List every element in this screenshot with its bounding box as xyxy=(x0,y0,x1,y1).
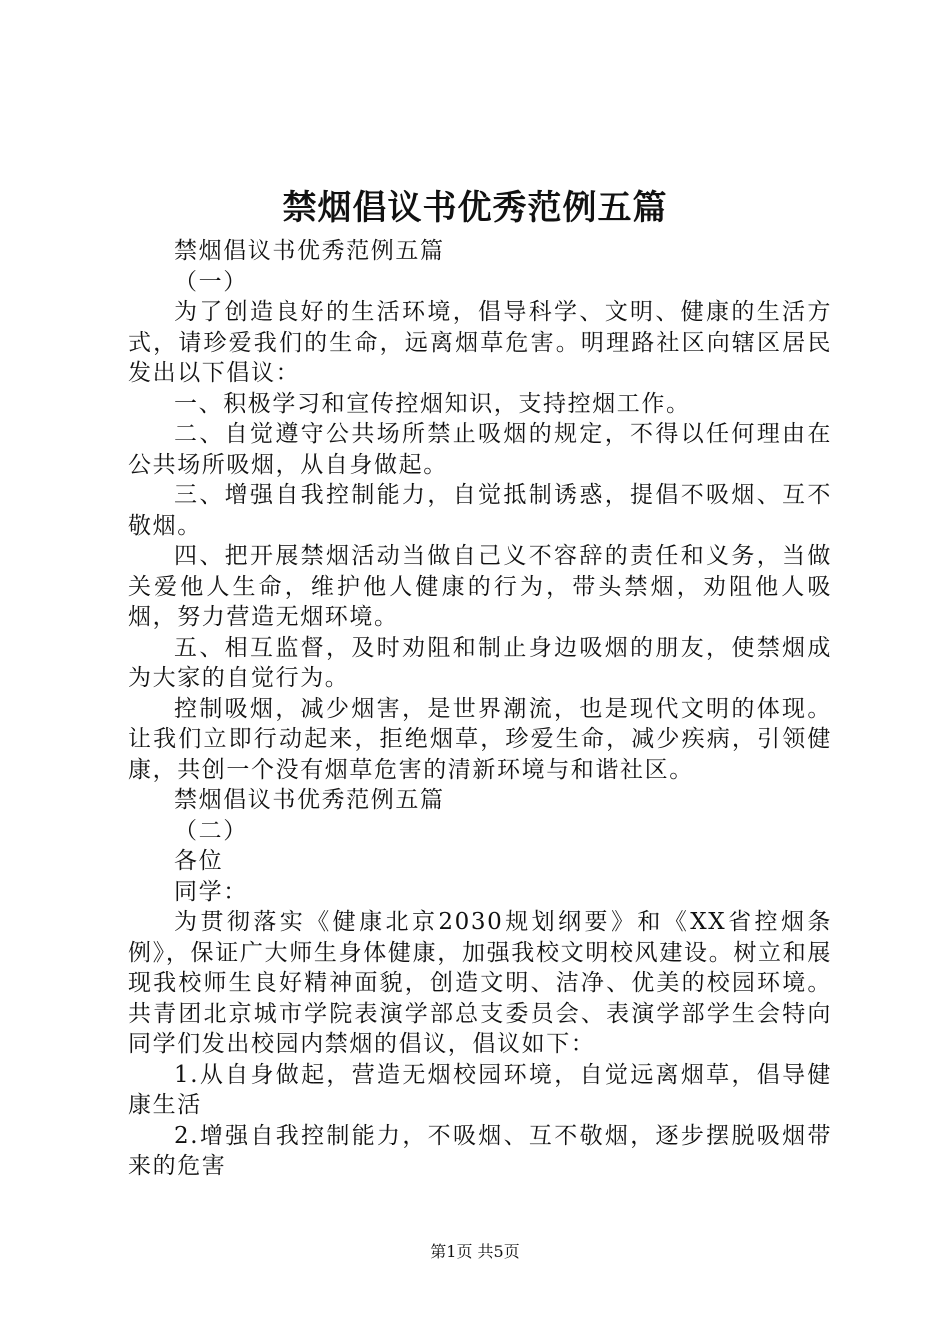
paragraph-item-2: 二、自觉遵守公共场所禁止吸烟的规定，不得以任何理由在公共场所吸烟，从自身做起。 xyxy=(128,421,832,478)
paragraph-section-1: （一） xyxy=(174,268,248,295)
paragraph-item-4: 四、把开展禁烟活动当做自己义不容辞的责任和义务，当做关爱他人生命，维护他人健康的行为，带头禁烟，劝阻他人吸烟，努力营造无烟环境。 xyxy=(128,543,832,630)
paragraph-list-item-1: 1.从自身做起，营造无烟校园环境，自觉远离烟草，倡导健康生活 xyxy=(128,1061,832,1118)
paragraph-conclusion-1: 控制吸烟，减少烟害，是世界潮流，也是现代文明的体现。让我们立即行动起来，拒绝烟草，珍爱生命，减少疾病，引领健康，共创一个没有烟草危害的清新环境与和谐社区。 xyxy=(128,695,832,783)
paragraph-salutation-2: 同学： xyxy=(174,878,248,905)
paragraph-heading-1: 禁烟倡议书优秀范例五篇 xyxy=(174,238,445,264)
paragraph-intro-1: 为了创造良好的生活环境，倡导科学、文明、健康的生活方式，请珍爱我们的生命，远离烟草危害。明理路社区向辖区居民发出以下倡议： xyxy=(128,299,832,386)
page-number-footer: 第1页 共5页 xyxy=(430,1242,520,1261)
paragraph-heading-2: 禁烟倡议书优秀范例五篇 xyxy=(174,787,445,813)
paragraph-item-5: 五、相互监督，及时劝阻和制止身边吸烟的朋友，使禁烟成为大家的自觉行为。 xyxy=(128,634,832,691)
paragraph-list-item-2: 2.增强自我控制能力，不吸烟、互不敬烟，逐步摆脱吸烟带来的危害 xyxy=(128,1122,832,1179)
paragraph-salutation-1: 各位 xyxy=(174,848,224,874)
paragraph-section-2: （二） xyxy=(174,817,248,844)
paragraph-intro-2: 为贯彻落实《健康北京2030规划纲要》和《XX省控烟条例》，保证广大师生身体健康，加强我校文明校风建设。树立和展现我校师生良好精神面貌，创造文明、洁净、优美的校园环境。共青团北京城市学院表演学部总支委员会、表演学部学生会特向同学们发出校园内禁烟的倡议，倡议如下： xyxy=(128,909,832,1057)
document-title: 禁烟倡议书优秀范例五篇 xyxy=(282,188,668,228)
document-body xyxy=(128,236,832,1182)
paragraph-item-1: 一、积极学习和宣传控烟知识，支持控烟工作。 xyxy=(174,390,691,417)
paragraph-item-3: 三、增强自我控制能力，自觉抵制诱惑，提倡不吸烟、互不敬烟。 xyxy=(128,482,832,539)
